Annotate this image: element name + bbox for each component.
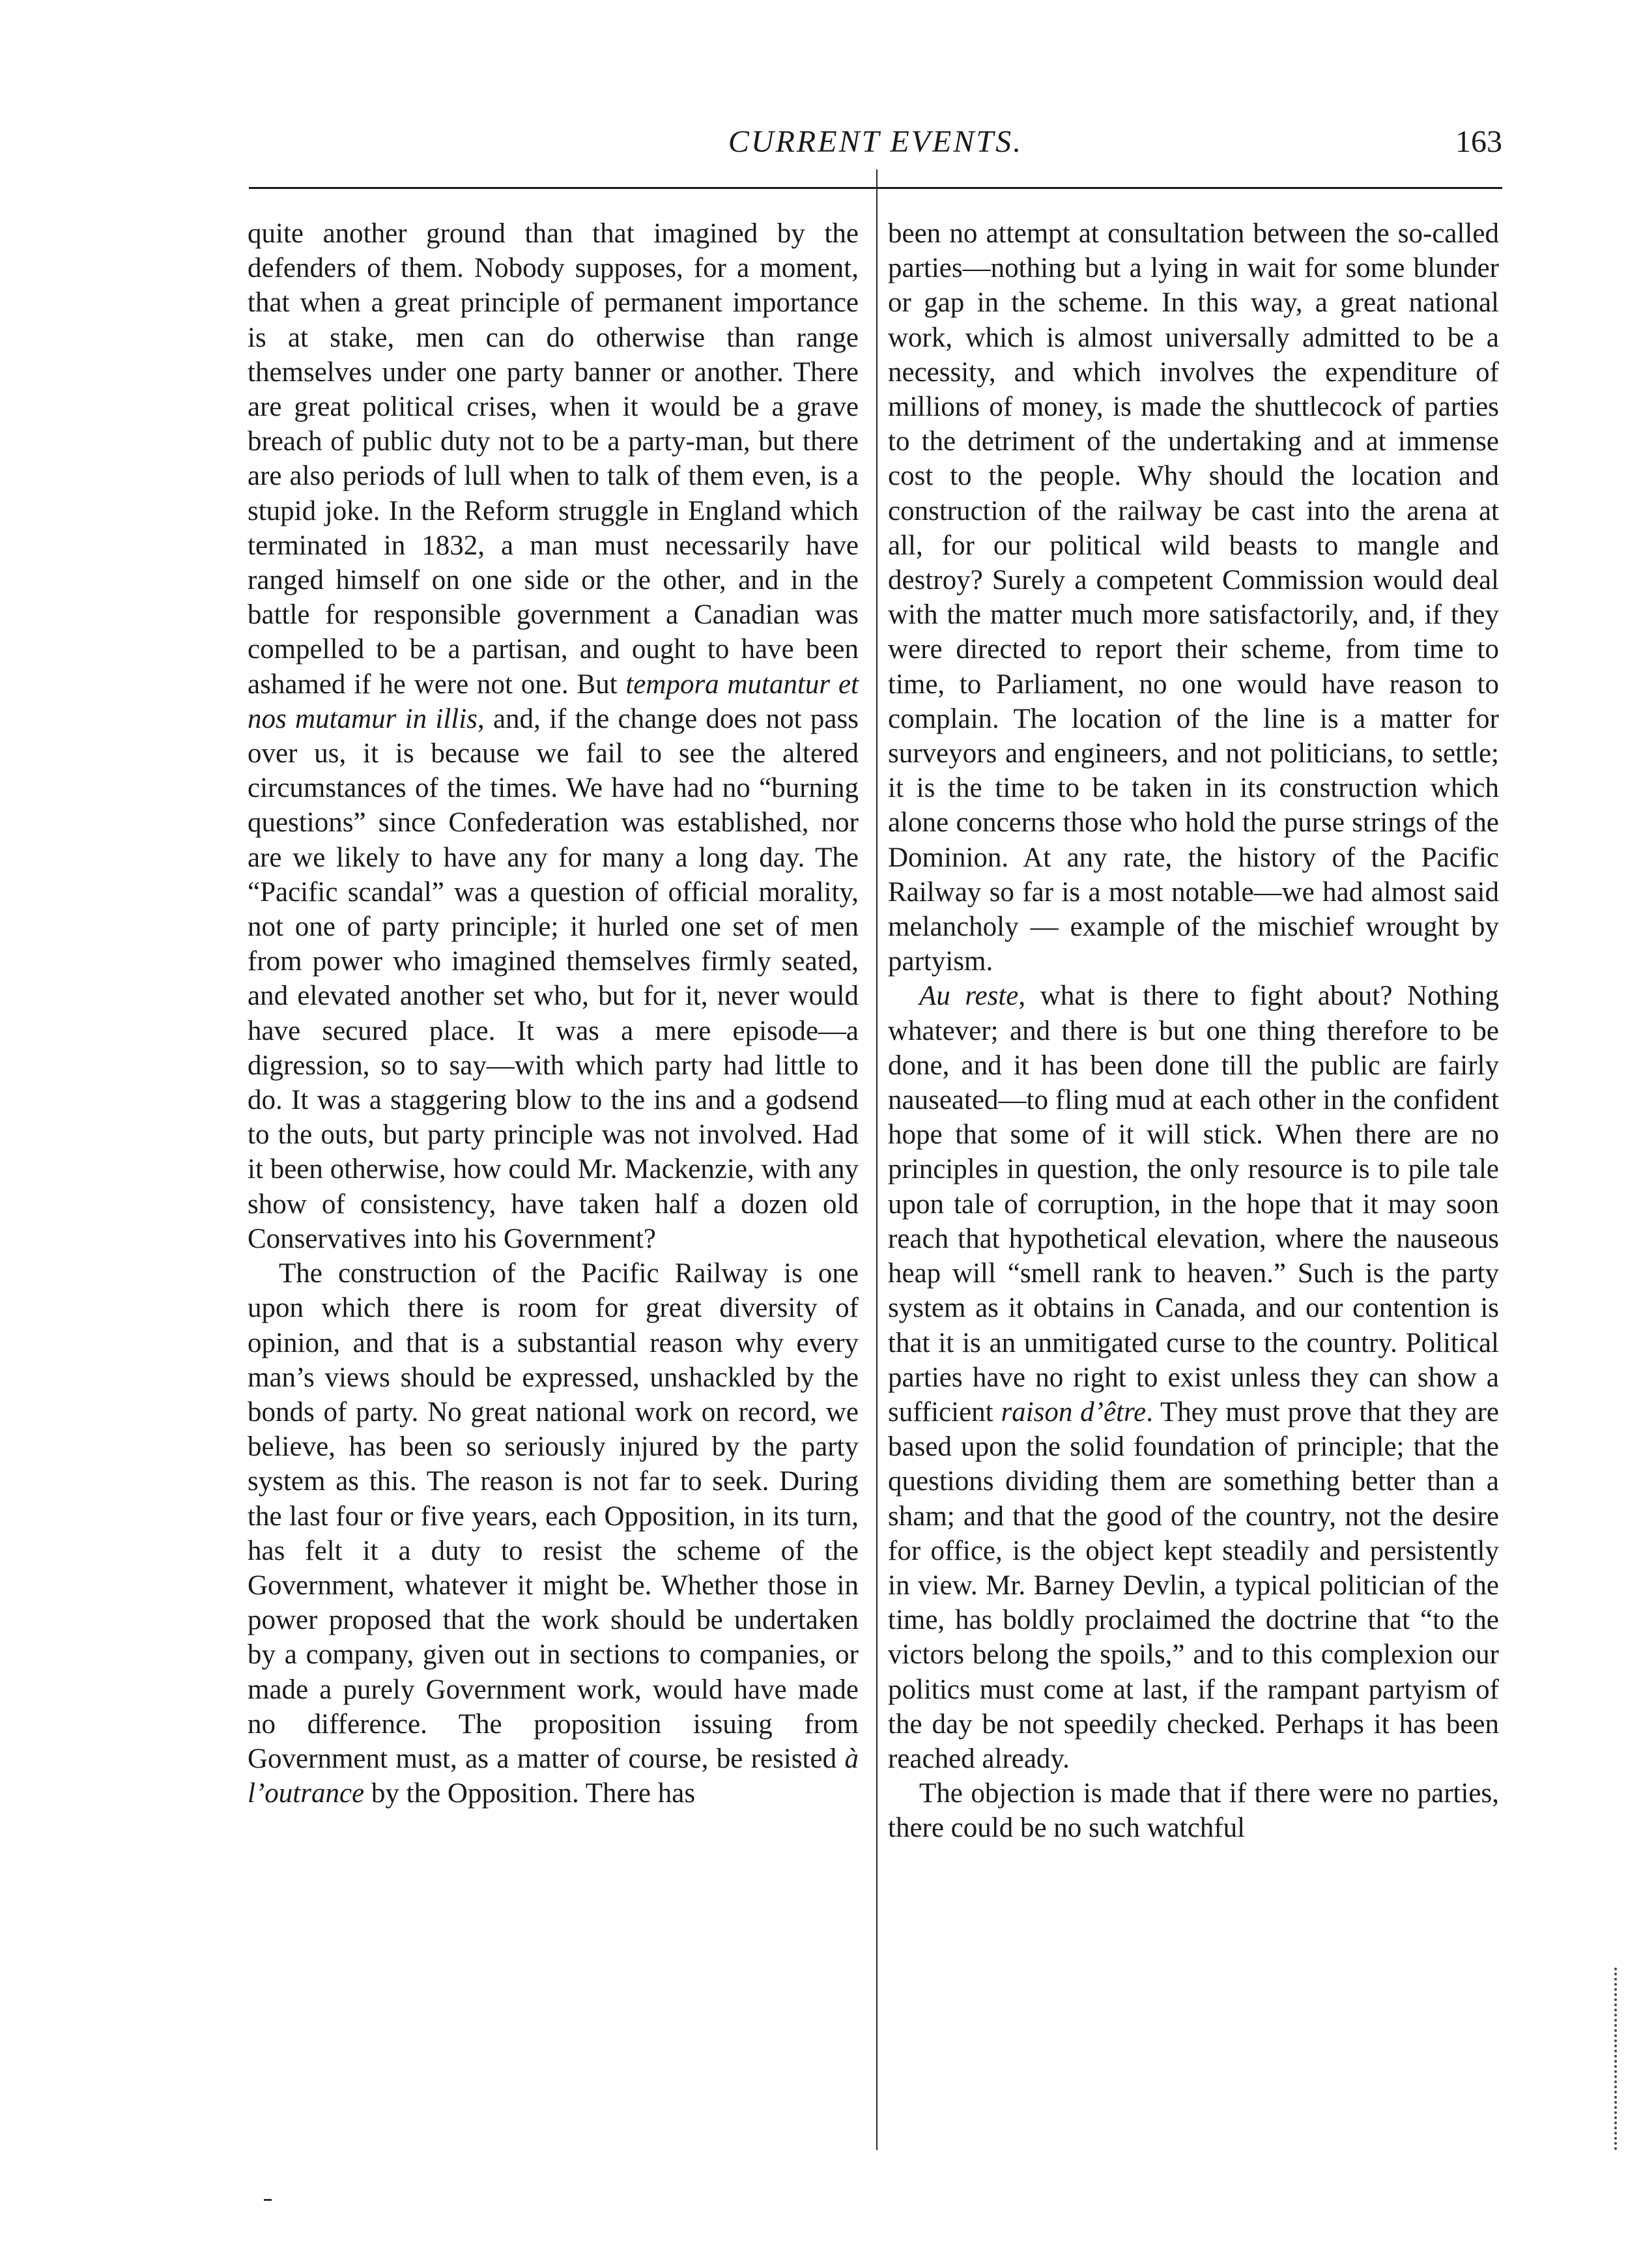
header-rule xyxy=(249,187,1502,189)
french-phrase: raison d’être xyxy=(1001,1396,1147,1428)
paragraph: The objection is made that if there were no parties, there could be no such watchful xyxy=(888,1778,1499,1844)
text-run: , what is there to fight about? Nothing whatever; and there is but one thing therefore to be done, and it has been done till the public are fairly nauseated—to fling mud at each other in the confident hope that some of it will stick. When there are no principles in question, the only resource is to pile tale upon tale of corruption, in the hope that it may soon reach that hypothetical elevation, where the nauseous heap will “smell rank to heaven.” Such is the party system as it obtains in Canada, and our contention is that it is an unmitigated curse to the country. Political parties have no right to exist unless they can show a sufficient xyxy=(888,981,1499,1428)
paragraph xyxy=(248,1256,859,1811)
paragraph: been no attempt at consultation between the so-called parties—nothing but a lying in wait for some blunder or gap in the scheme. In this way, a great national work, which is almost universally admitted to be a necessity, and which involves the expenditure of millions of money, is made the shuttlecock of parties to the detriment of the undertaking and at immense cost to the people. Why should the location and construction of the railway be cast into the arena at all, for our political wild beasts to mangle and destroy? Surely a competent Commission would deal with the matter much more satisfactorily, and, if they were directed to report their scheme, from time to time, to Parliament, no one would have reason to complain. The location of the line is a matter for surveyors and engineers, and not politicians, to settle; it is the time to be taken in its construction which alone concerns those who hold the purse strings of the Dominion. At any rate, the history of the Pacific Railway so far is a most notable—we had almost said melancholy — example of the mischief wrought by partyism. xyxy=(888,218,1499,977)
text-run: . They must prove that they are based upon the solid foundation of principle; that the questions dividing them are something better than a sham; and that the good of the country, not the desire for office, is the object kept steadily and persistently in view. Mr. Barney Devlin, a typical politician of the time, has boldly proclaimed the doctrine that “to the victors belong the spoils,” and to this complexion our politics must come at last, if the rampant partyism of the day be not speedily checked. Perhaps it has been reached already. xyxy=(888,1396,1500,1774)
margin-mark xyxy=(1614,1968,1620,2150)
right-column xyxy=(888,216,1499,1846)
page-number: 163 xyxy=(1455,124,1502,159)
text-run: quite another ground than that imagined by the defenders of them. Nobody supposes, for a moment, that when a great principle of permanent importance is at stake, men can do otherwise than range themselves under one party banner or another. There are great political crises, when it would be a grave breach of public duty not to be a party-man, but there are also periods of lull when to talk of them even, is a stupid joke. In the Reform struggle in England which terminated in 1832, a man must necessarily have ranged himself on one side or the other, and in the battle for responsible government a Canadian was compelled to be a partisan, and ought to have been ashamed if he were not one. But xyxy=(248,218,859,700)
latin-phrase: tempora mutantur et nos mutamur in illis xyxy=(248,668,859,734)
running-title: CURRENT EVENTS. xyxy=(728,124,1023,159)
text-run: by the Opposition. There has xyxy=(364,1778,696,1809)
french-phrase: à l’outrance xyxy=(248,1743,859,1809)
text-run: , and, if the change does not pass over us, it is because we fail to see the altered circumstances of the times. We have had no “burning questions” since Confederation was established, nor are we likely to have any for many a long day. The “Pacific scandal” was a question of official morality, not one of party principle; it hurled one set of men from power who imagined themselves firmly seated, and elevated another set who, but for it, never would have secured place. It was a mere episode—a digression, so to say—with which party had little to do. It was a staggering blow to the ins and a godsend to the outs, but party principle was not involved. Had it been otherwise, how could Mr. Mackenzie, with any show of consistency, have taken half a dozen old Conservatives into his Government? xyxy=(248,703,859,1254)
french-phrase: Au reste xyxy=(919,981,1019,1012)
text-run: The construction of the Pacific Railway is one upon which there is room for great diversity of opinion, and that is a substantial reason why every man’s views should be expressed, unshackled by the bonds of party. No great national work on record, we believe, has been so seriously injured by the party system as this. The reason is not far to seek. During the last four or five years, each Opposition, in its turn, has felt it a duty to resist the scheme of the Government, whatever it might be. Whether those in power proposed that the work should be undertaken by a company, given out in sections to companies, or made a purely Government work, would have made no difference. The proposition issuing from Government must, as a matter of course, be resisted xyxy=(248,1258,859,1774)
paragraph xyxy=(248,216,859,1256)
left-column xyxy=(248,216,859,1811)
running-head xyxy=(249,124,1502,169)
paragraph xyxy=(888,979,1499,1776)
foot-mark xyxy=(264,2199,272,2201)
column-divider xyxy=(876,169,878,2150)
